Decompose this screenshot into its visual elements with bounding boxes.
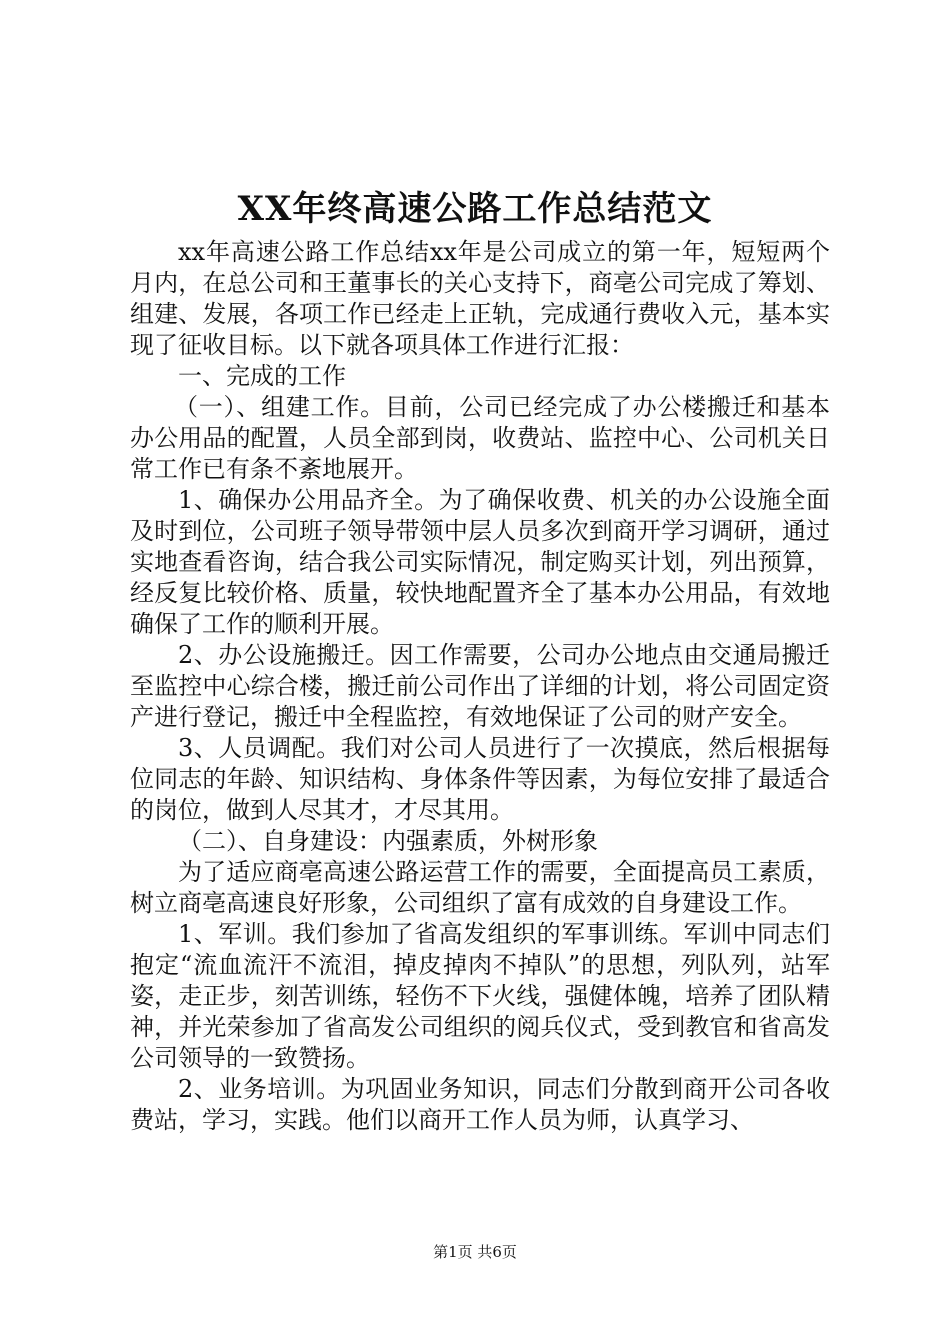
paragraph-office-relocation: 2、办公设施搬迁。因工作需要，公司办公地点由交通局搬迁至监控中心综合楼，搬迁前公司作出了详细的计划，将公司固定资产进行登记，搬迁中全程监控，有效地保证了公司的财产安全。	[130, 641, 830, 731]
paragraph-office-supplies: 1、确保办公用品齐全。为了确保收费、机关的办公设施全面及时到位，公司班子领导带领中层人员多次到商开学习调研，通过实地查看咨询，结合我公司实际情况，制定购买计划，列出预算，经反复比较价格、质量，较快地配置齐全了基本办公用品，有效地确保了工作的顺利开展。	[130, 486, 830, 638]
page-footer: 第1页 共6页	[433, 1243, 517, 1261]
section-heading-self-building: （二）、自身建设：内强素质，外树形象	[178, 827, 598, 855]
paragraph-military-training: 1、军训。我们参加了省高发组织的军事训练。军训中同志们抱定“流血流汗不流泪，掉皮掉肉不掉队”的思想，列队列，站军姿，走正步，刻苦训练，轻伤不下火线，强健体魄，培养了团队精神，并光荣参加了省高发公司组织的阅兵仪式，受到教官和省高发公司领导的一致赞扬。	[130, 920, 830, 1072]
paragraph-business-training: 2、业务培训。为巩固业务知识，同志们分散到商开公司各收费站，学习，实践。他们以商开工作人员为师，认真学习、	[130, 1075, 830, 1134]
paragraph-organization: （一）、组建工作。目前，公司已经完成了办公楼搬迁和基本办公用品的配置，人员全部到岗，收费站、监控中心、公司机关日常工作已有条不紊地展开。	[130, 393, 830, 483]
paragraph-self-building-intro: 为了适应商亳高速公路运营工作的需要，全面提高员工素质，树立商亳高速良好形象，公司组织了富有成效的自身建设工作。	[130, 858, 830, 917]
paragraph-intro: xx年高速公路工作总结xx年是公司成立的第一年，短短两个月内，在总公司和王董事长的关心支持下，商亳公司完成了筹划、组建、发展，各项工作已经走上正轨，完成通行费收入元，基本实现了征收目标。以下就各项具体工作进行汇报：	[130, 238, 830, 359]
paragraph-staffing: 3、人员调配。我们对公司人员进行了一次摸底，然后根据每位同志的年龄、知识结构、身体条件等因素，为每位安排了最适合的岗位，做到人尽其才，才尽其用。	[130, 734, 830, 824]
document-body	[130, 237, 830, 1136]
section-heading-completed-work: 一、完成的工作	[178, 362, 346, 390]
document-title: XX年终高速公路工作总结范文	[237, 189, 713, 229]
